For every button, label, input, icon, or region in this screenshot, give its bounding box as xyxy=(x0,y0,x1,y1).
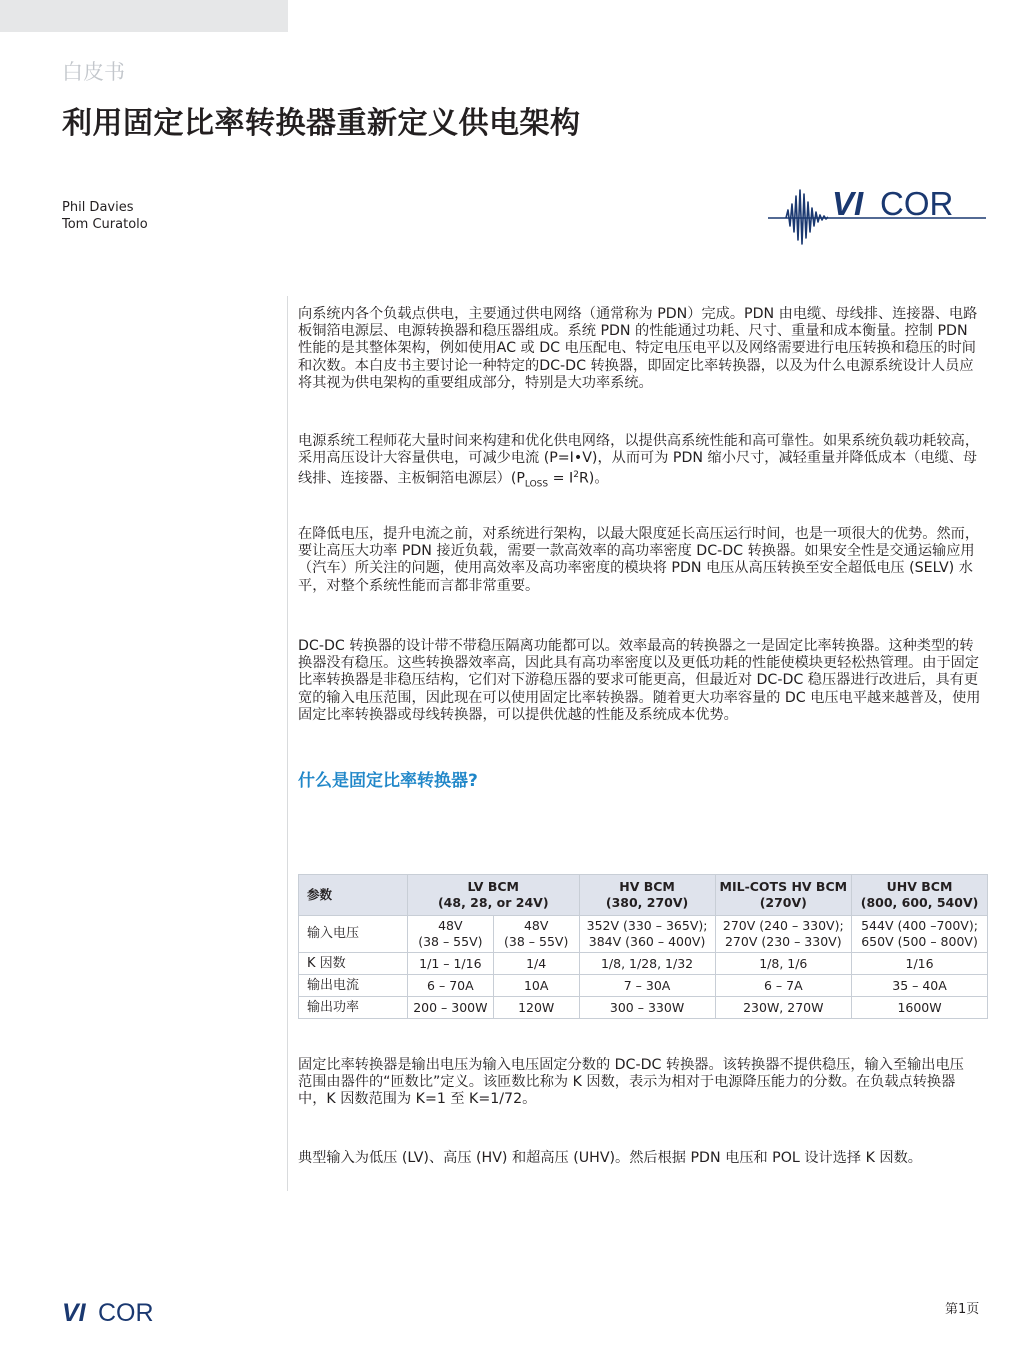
cell-line: 48V xyxy=(438,918,463,933)
paragraph-text: 在降低电压，提升电流之前，对系统进行架构，以最大限度延长高压运行时间，也是一项很大的优势。然而，要让高压大功率 PDN 接近负载，需要一款高效率的高功率密度 DC-DC 转换器。如果安全性是交通运输应用（汽车）所关注的问题，使用高效率及高功率密度的模块将 PDN 电压从高压转换至安全超低电压 (SELV) 水平，对整个系统性能而言都非常重要。 xyxy=(298,526,980,594)
table-row xyxy=(299,953,988,975)
table-row xyxy=(299,997,988,1019)
document-title: 利用固定比率转换器重新定义供电架构 xyxy=(62,106,581,141)
table-cell: 7 – 30A xyxy=(579,975,715,997)
table-cell: 35 – 40A xyxy=(852,975,988,997)
table-cell: 6 – 7A xyxy=(715,975,852,997)
table-row xyxy=(299,916,988,953)
column-divider xyxy=(287,296,288,1191)
authors xyxy=(62,199,148,233)
header-uhv-bcm xyxy=(852,875,988,916)
header-param: 参数 xyxy=(299,875,408,916)
cell-line: 48V xyxy=(523,918,549,933)
waveform-icon xyxy=(786,190,828,244)
header-line: HV BCM xyxy=(619,879,675,894)
row-label: 输入电压 xyxy=(299,916,408,953)
header-line: UHV BCM xyxy=(886,879,953,894)
bcm-parameters-table xyxy=(298,874,988,1019)
row-label: K 因数 xyxy=(299,953,408,975)
table-cell xyxy=(715,916,852,953)
table-cell xyxy=(579,916,715,953)
table-cell xyxy=(852,916,988,953)
paragraph xyxy=(298,638,986,724)
cell-line: (38 – 55V) xyxy=(504,934,569,949)
cell-line: 270V (240 – 330V); xyxy=(722,918,844,933)
footer-logo-text-vi: VI xyxy=(62,1299,86,1325)
subscript-loss: LOSS xyxy=(524,479,549,490)
page-number: 第1页 xyxy=(945,1302,980,1317)
header-lv-bcm xyxy=(407,875,579,916)
row-label: 输出电流 xyxy=(299,975,408,997)
paragraph-text-part: 电源系统工程师花大量时间来构建和优化供电网络，以提供高系统性能和高可靠性。如果系统负载功耗较高，采用高压设计大容量供电，可减少电流 (P=I•V)，从而可为 PDN 缩小尺寸，减轻重量并降低成本（电缆、母线排、连接器、主板铜箔电源层）(P xyxy=(298,433,980,488)
vicor-footer-logo xyxy=(62,1299,194,1325)
paragraph-text xyxy=(298,433,986,494)
paragraph-text: 固定比率转换器是输出电压为输入电压固定分数的 DC-DC 转换器。该转换器不提供稳压，输入至输出电压范围由器件的“匝数比”定义。该匝数比称为 K 因数，表示为相对于电源降压能力的分数。在负载点转换器中，K 因数范围为 K=1 至 K=1/72。 xyxy=(298,1057,964,1108)
header-line: (48, 28, or 24V) xyxy=(437,895,549,910)
cell-line: 544V (400 –700V); xyxy=(861,918,978,933)
paragraph xyxy=(298,1057,968,1109)
header-line: LV BCM xyxy=(467,879,519,894)
table-cell: 1/8, 1/6 xyxy=(715,953,852,975)
table-cell: 10A xyxy=(493,975,579,997)
table-cell: 1/8, 1/28, 1/32 xyxy=(579,953,715,975)
paragraph xyxy=(298,433,986,494)
table-cell xyxy=(407,916,493,953)
cell-line: 384V (360 – 400V) xyxy=(588,934,706,949)
table-cell: 6 – 70A xyxy=(407,975,493,997)
cell-line: 650V (500 – 800V) xyxy=(861,934,978,949)
top-gray-bar xyxy=(0,0,288,32)
cell-line: (38 – 55V) xyxy=(418,934,483,949)
header-line: MIL-COTS HV BCM xyxy=(719,879,848,894)
table-cell xyxy=(493,916,579,953)
superscript-2: 2 xyxy=(573,470,579,481)
table-row xyxy=(299,975,988,997)
section-heading: 什么是固定比率转换器? xyxy=(298,771,478,791)
author-name: Phil Davies xyxy=(62,200,134,215)
header-line: (270V) xyxy=(759,895,807,910)
logo-text-cor: COR xyxy=(880,185,954,222)
header-milcots-bcm xyxy=(715,875,852,916)
logo-text-vi: VI xyxy=(832,185,864,222)
table-cell: 1/16 xyxy=(852,953,988,975)
table-header-row xyxy=(299,875,988,916)
paragraph-text: DC-DC 转换器的设计带不带稳压隔离功能都可以。效率最高的转换器之一是固定比率转换器。这种类型的转换器没有稳压。这些转换器效率高，因此具有高功率密度以及更低功耗的性能使模块更轻松热管理。由于固定比率转换器是非稳压结构，它们对下游稳压器的要求可能更高，但最近对 DC-DC 稳压器进行改进后，具有更宽的输入电压范围，因此现在可以使用固定比率转换器。随着更大功率容量的 DC 电压电平越来越普及，使用固定比率转换器或母线转换器，可以提供优越的性能及系统成本优势。 xyxy=(298,638,981,723)
table-cell: 230W, 270W xyxy=(715,997,852,1019)
table-cell: 200 – 300W xyxy=(407,997,493,1019)
vicor-logo xyxy=(768,182,986,248)
footer-logo-text-cor: COR xyxy=(98,1299,154,1325)
cell-line: 352V (330 – 365V); xyxy=(586,918,708,933)
paragraph-text-part: R)。 xyxy=(578,471,609,488)
table-cell: 300 – 330W xyxy=(579,997,715,1019)
paragraph xyxy=(298,526,986,595)
paragraph-text-part: = I xyxy=(548,471,574,488)
row-label: 输出功率 xyxy=(299,997,408,1019)
document-type-label: 白皮书 xyxy=(62,60,125,84)
paragraph xyxy=(298,306,986,392)
table-cell: 1/4 xyxy=(493,953,579,975)
header-hv-bcm xyxy=(579,875,715,916)
header-line: (380, 270V) xyxy=(605,895,689,910)
header-line: (800, 600, 540V) xyxy=(860,895,979,910)
paragraph-text: 典型输入为低压 (LV)、高压 (HV) 和超高压 (UHV)。然后根据 PDN 电压和 POL 设计选择 K 因数。 xyxy=(298,1150,922,1166)
cell-line: 270V (230 – 330V) xyxy=(724,934,842,949)
paragraph-text: 向系统内各个负载点供电，主要通过供电网络（通常称为 PDN）完成。PDN 由电缆、母线排、连接器、电路板铜箔电源层、电源转换器和稳压器组成。系统 PDN 的性能通过功耗、尺寸、重量和成本衡量。控制 PDN 性能的是其整体架构，例如使用AC 或 DC 电压配电、特定电压电平以及网络需要进行电压转换和稳压的时间和次数。本白皮书主要讨论一种特定的DC-DC 转换器，即固定比率转换器，以及为什么电源系统设计人员应将其视为供电架构的重要组成部分，特别是大功率系统。 xyxy=(298,306,978,391)
table-cell: 120W xyxy=(493,997,579,1019)
table-cell: 1/1 – 1/16 xyxy=(407,953,493,975)
table-cell: 1600W xyxy=(852,997,988,1019)
author-name: Tom Curatolo xyxy=(62,217,148,232)
paragraph xyxy=(298,1150,986,1167)
